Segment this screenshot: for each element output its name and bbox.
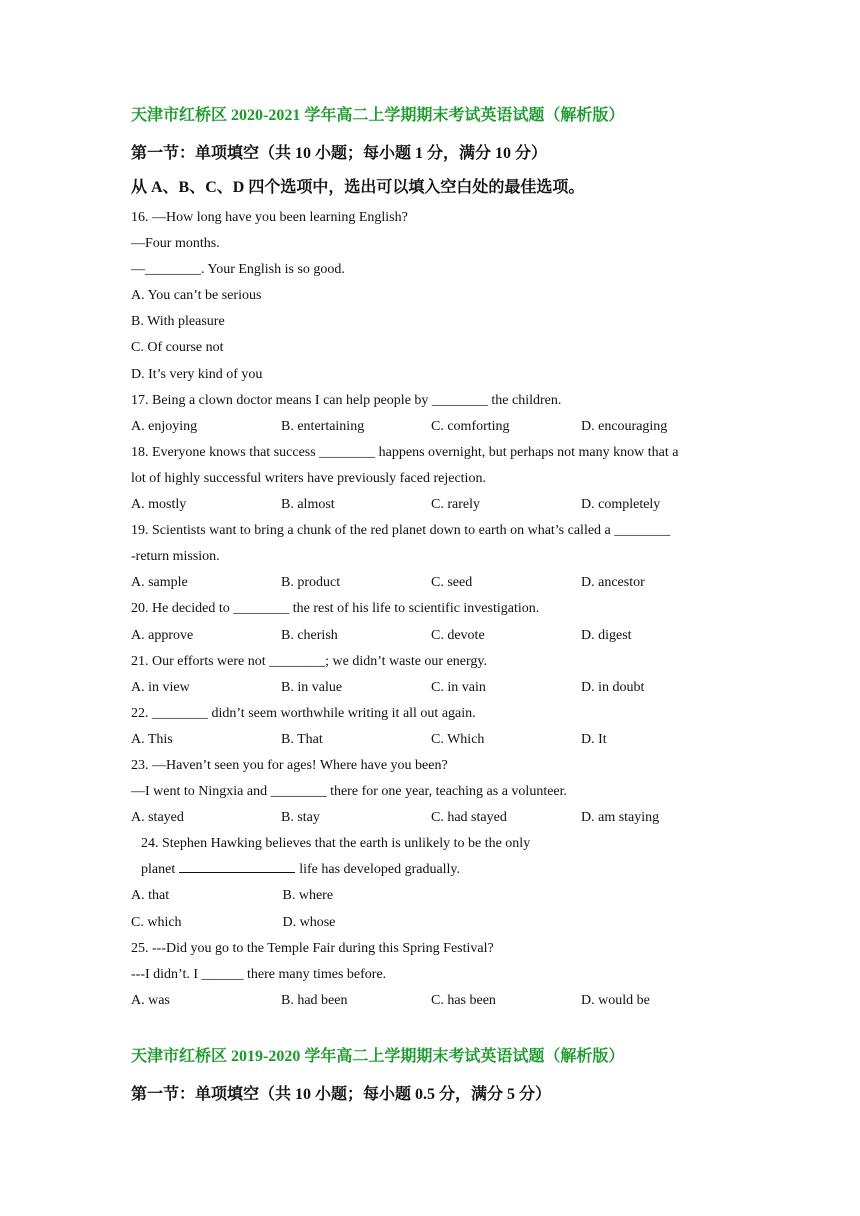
option-d: D. in doubt xyxy=(581,679,645,695)
section-2-subtitle: 第一节：单项填空（共 10 小题；每小题 0.5 分，满分 5 分） xyxy=(131,1085,552,1103)
option-a: A. mostly xyxy=(131,497,187,513)
option-d: D. ancestor xyxy=(581,575,645,591)
option-c: C. which xyxy=(131,914,182,930)
question-22-stem: 22. ________ didn’t seem worthwhile writing it all out again. xyxy=(131,705,476,721)
option-d: D. digest xyxy=(581,627,632,643)
option-d: D. would be xyxy=(581,992,650,1008)
option-a: A. was xyxy=(131,992,170,1008)
option-d: D. whose xyxy=(282,914,336,930)
question-20-options xyxy=(131,623,731,649)
question-25-options xyxy=(131,988,731,1014)
question-23-options xyxy=(131,805,731,831)
option-d: D. encouraging xyxy=(581,418,668,434)
question-21-options xyxy=(131,675,731,701)
option-a: A. enjoying xyxy=(131,418,198,434)
question-24-options-row2 xyxy=(131,910,731,936)
question-20-stem: 20. He decided to ________ the rest of his life to scientific investigation. xyxy=(131,601,540,617)
option-c: C. had stayed xyxy=(431,810,507,826)
option-b: B. had been xyxy=(281,992,348,1008)
question-18-line: lot of highly successful writers have previously faced rejection. xyxy=(131,470,486,486)
option-a: A. This xyxy=(131,731,173,747)
option-c: C. has been xyxy=(431,992,496,1008)
option-d: D. completely xyxy=(581,497,661,513)
section-title: 天津市红桥区 2020-2021 学年高二上学期期末考试英语试题（解析版） xyxy=(131,107,625,124)
option-b: B. cherish xyxy=(281,627,338,643)
question-19-line: 19. Scientists want to bring a chunk of the red planet down to earth on what’s called a ________ xyxy=(131,523,671,539)
question-17-options xyxy=(131,414,731,440)
question-24-line-end: life has developed gradually. xyxy=(299,862,461,878)
question-16-option-b: B. With pleasure xyxy=(131,314,225,330)
section-2-title: 天津市红桥区 2019-2020 学年高二上学期期末考试英语试题（解析版） xyxy=(131,1047,625,1065)
option-b: B. That xyxy=(281,731,323,747)
question-16-option-a: A. You can’t be serious xyxy=(131,288,262,304)
option-c: C. seed xyxy=(431,575,473,591)
option-a: A. in view xyxy=(131,679,190,695)
option-c: C. in vain xyxy=(431,679,486,695)
option-d: D. am staying xyxy=(581,810,660,826)
question-18-options xyxy=(131,492,731,518)
question-25-line: 25. ---Did you go to the Temple Fair during this Spring Festival? xyxy=(131,940,494,956)
option-c: C. Which xyxy=(431,731,485,747)
question-18-line: 18. Everyone knows that success ________ happens overnight, but perhaps not many know that a xyxy=(131,444,679,460)
question-16-line: —________. Your English is so good. xyxy=(131,262,345,278)
option-b: B. where xyxy=(282,888,334,904)
option-a: A. stayed xyxy=(131,810,184,826)
option-b: B. entertaining xyxy=(281,418,365,434)
question-19-options xyxy=(131,570,731,596)
question-24-line xyxy=(131,857,731,883)
question-23-line: 23. —Haven’t seen you for ages! Where have you been? xyxy=(131,757,448,773)
question-16-line: —Four months. xyxy=(131,236,220,252)
answer-blank xyxy=(179,858,295,873)
question-24-options-row1 xyxy=(131,883,731,909)
question-17-stem: 17. Being a clown doctor means I can help people by ________ the children. xyxy=(131,392,562,408)
document-content xyxy=(131,103,731,1112)
question-16-option-c: C. Of course not xyxy=(131,340,224,356)
option-c: C. comforting xyxy=(431,418,510,434)
option-a: A. approve xyxy=(131,627,194,643)
question-24-line: 24. Stephen Hawking believes that the earth is unlikely to be the only xyxy=(141,836,531,852)
option-b: B. in value xyxy=(281,679,343,695)
question-21-stem: 21. Our efforts were not ________; we didn’t waste our energy. xyxy=(131,653,488,669)
question-23-line: —I went to Ningxia and ________ there for one year, teaching as a volunteer. xyxy=(131,784,568,800)
question-19-line: -return mission. xyxy=(131,549,220,565)
question-25-line: ---I didn’t. I ______ there many times before. xyxy=(131,966,387,982)
option-b: B. almost xyxy=(281,497,335,513)
option-d: D. It xyxy=(581,731,607,747)
question-16-option-d: D. It’s very kind of you xyxy=(131,366,263,382)
question-16-line: 16. —How long have you been learning English? xyxy=(131,210,408,225)
question-24-line-start: planet xyxy=(141,862,176,878)
option-b: B. stay xyxy=(281,810,320,826)
question-22-options xyxy=(131,727,731,753)
option-a: A. that xyxy=(131,888,170,904)
option-a: A. sample xyxy=(131,575,188,591)
option-c: C. devote xyxy=(431,627,485,643)
option-b: B. product xyxy=(281,575,341,591)
option-c: C. rarely xyxy=(431,497,480,513)
instruction: 从 A、B、C、D 四个选项中，选出可以填入空白处的最佳选项。 xyxy=(131,179,585,196)
section-subtitle: 第一节：单项填空（共 10 小题；每小题 1 分，满分 10 分） xyxy=(131,145,548,162)
